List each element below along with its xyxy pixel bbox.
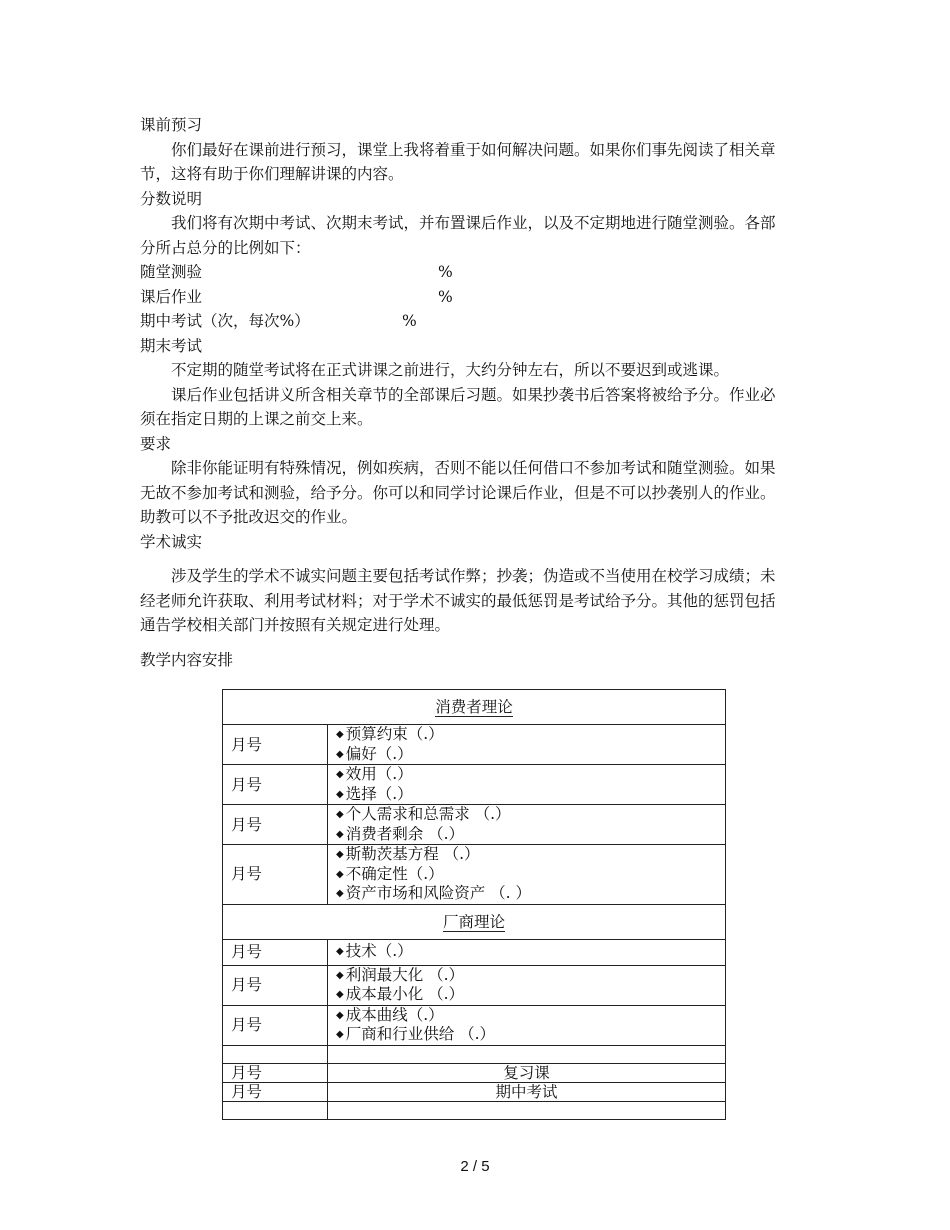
syllabus-text — [140, 113, 780, 672]
bullet-icon: ◆ — [336, 1009, 344, 1021]
ratio-percent: % — [438, 287, 453, 306]
table-row-empty — [223, 1101, 726, 1119]
section-consumer-theory: 消费者理论 — [223, 690, 726, 725]
bullet-icon: ◆ — [336, 969, 344, 981]
month-cell: 月号 — [223, 845, 328, 905]
ratio-row-midterm — [140, 309, 780, 334]
month-cell: 月号 — [223, 765, 328, 805]
table-row-empty — [223, 1045, 726, 1063]
ratio-label: 课后作业 — [140, 287, 203, 306]
table-row — [223, 1082, 726, 1101]
month-cell: 月号 — [223, 1082, 328, 1101]
table-row — [223, 805, 726, 845]
topics-cell: ◆ 技术（.） — [328, 939, 726, 965]
preview-paragraph: 你们最好在课前进行预习，课堂上我将着重于如何解决问题。如果你们事先阅读了相关章节，这将有助于你们理解讲课的内容。 — [140, 140, 776, 183]
grading-paragraph: 我们将有次期中考试、次期末考试，并布置课后作业，以及不定期地进行随堂测验。各部分所占总分的比例如下： — [140, 214, 776, 257]
review-cell: 复习课 — [328, 1063, 726, 1082]
topics-cell: ◆ 成本曲线（.） ◆ 厂商和行业供给 （.） — [328, 1005, 726, 1045]
month-cell: 月号 — [223, 965, 328, 1005]
ratio-row-quiz — [140, 260, 780, 285]
integrity-paragraph: 涉及学生的学术不诚实问题主要包括考试作弊；抄袭；伪造或不当使用在校学习成绩；未经老师允许获取、利用考试材料；对于学术不诚实的最低惩罚是考试给予分。其他的惩罚包括通告学校相关部门并按照有关规定进行处理。 — [140, 567, 776, 634]
table-row — [223, 1063, 726, 1082]
bullet-icon: ◆ — [336, 729, 344, 740]
final-paragraph-2: 课后作业包括讲义所含相关章节的全部课后习题。如果抄袭书后答案将被给予分。作业必须在指定日期的上课之前交上来。 — [140, 385, 776, 428]
topics-cell: ◆ 斯勒茨基方程 （.） ◆ 不确定性（.） ◆ 资产市场和风险资产 （. ） — [328, 845, 726, 905]
topics-cell: ◆ 利润最大化 （.） ◆ 成本最小化 （.） — [328, 965, 726, 1005]
page-number: 2 / 5 — [460, 1158, 490, 1175]
month-cell: 月号 — [223, 1063, 328, 1082]
bullet-icon: ◆ — [336, 946, 344, 958]
table-row — [223, 965, 726, 1005]
ratio-percent: % — [438, 263, 453, 281]
ratio-label: 随堂测验 — [140, 263, 203, 281]
month-cell: 月号 — [223, 939, 328, 965]
ratio-row-homework — [140, 285, 780, 310]
bullet-icon: ◆ — [336, 849, 344, 860]
section-producer-theory: 厂商理论 — [223, 904, 726, 939]
bullet-icon: ◆ — [336, 989, 344, 1000]
table-row — [223, 939, 726, 965]
bullet-icon: ◆ — [336, 868, 344, 880]
topics-cell: ◆ 效用（.） ◆ 选择（.） — [328, 765, 726, 805]
heading-preview: 课前预习 — [140, 116, 203, 134]
requirements-paragraph: 除非你能证明有特殊情况，例如疾病，否则不能以任何借口不参加考试和随堂测验。如果无故不参加考试和测验，给予分。你可以和同学讨论课后作业，但是不可以抄袭别人的作业。助教可以不予批改迟交的作业。 — [140, 459, 776, 526]
ratio-percent: % — [402, 312, 417, 330]
heading-requirements: 要求 — [140, 434, 172, 453]
bullet-icon: ◆ — [336, 828, 344, 840]
bullet-icon: ◆ — [336, 809, 344, 820]
schedule-table — [222, 689, 726, 1120]
topics-cell: ◆ 个人需求和总需求 （.） ◆ 消费者剩余 （.） — [328, 805, 726, 845]
bullet-icon: ◆ — [336, 769, 344, 780]
heading-grading: 分数说明 — [140, 189, 203, 208]
heading-integrity: 学术诚实 — [140, 532, 203, 551]
bullet-icon: ◆ — [336, 748, 344, 760]
final-paragraph-1: 不定期的随堂考试将在正式讲课之前进行，大约分钟左右，所以不要迟到或逃课。 — [171, 361, 730, 379]
ratio-label: 期中考试（次，每次%） — [140, 312, 310, 330]
heading-schedule: 教学内容安排 — [140, 650, 234, 669]
table-row — [223, 765, 726, 805]
bullet-icon: ◆ — [336, 888, 344, 899]
month-cell: 月号 — [223, 1005, 328, 1045]
heading-final: 期末考试 — [140, 336, 203, 355]
topics-cell: ◆ 预算约束（.） ◆ 偏好（.） — [328, 725, 726, 765]
bullet-icon: ◆ — [336, 1029, 344, 1040]
bullet-icon: ◆ — [336, 788, 344, 800]
table-row — [223, 845, 726, 905]
table-row — [223, 1005, 726, 1045]
month-cell: 月号 — [223, 805, 328, 845]
month-cell: 月号 — [223, 725, 328, 765]
midterm-cell: 期中考试 — [328, 1082, 726, 1101]
table-row — [223, 725, 726, 765]
